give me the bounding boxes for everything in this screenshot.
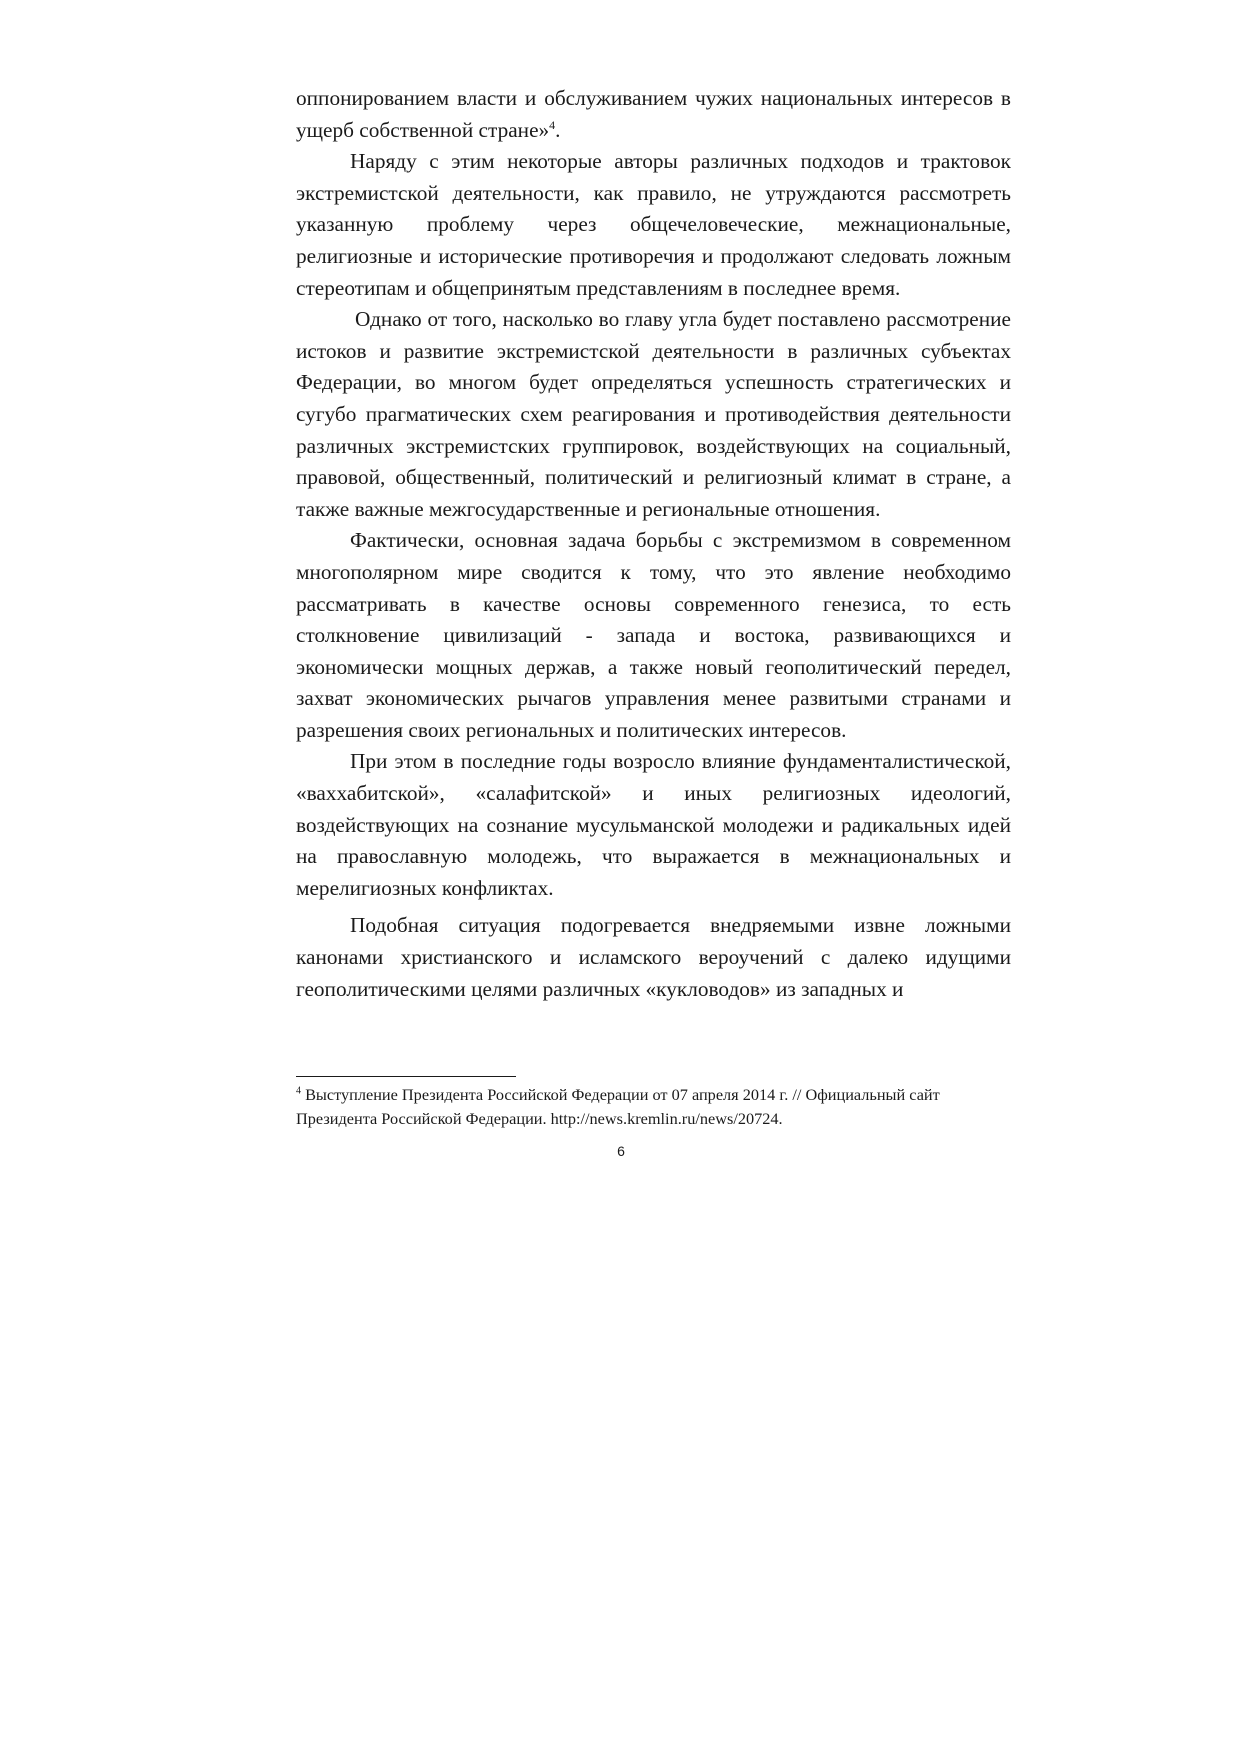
paragraph-1 — [296, 83, 1011, 146]
page-number: 6 — [617, 1143, 625, 1159]
footnote-number: 4 — [296, 1085, 301, 1097]
paragraph-1-period: . — [555, 117, 561, 142]
footnote — [296, 1083, 1011, 1131]
paragraph-3: Однако от того, насколько во главу угла будет поставлено рассмотрение истоков и развитие экстремистской деятельности в различных субъектах Федерации, во многом будет определяться успешность стратегических и сугубо прагматических схем реагирования и противодействия деятельности различных экстремистских группировок, воздействующих на социальный, правовой, общественный, политический и религиозный климат в стране, а также важные межгосударственные и региональные отношения. — [296, 307, 1011, 521]
footnote-text: Выступление Президента Российской Федерации от 07 апреля 2014 г. // Официальный сайт Президента Российской Федерации. http://news.kremlin.ru/news/20724. — [296, 1085, 940, 1128]
paragraph-2: Наряду с этим некоторые авторы различных подходов и трактовок экстремистской деятельности, как правило, не утруждаются рассмотреть указанную проблему через общечеловеческие, межнациональные, религиозные и исторические противоречия и продолжают следовать ложным стереотипам и общепринятым представлениям в последнее время. — [296, 149, 1011, 300]
footnote-separator — [296, 1076, 516, 1077]
footnote-reference: 4 — [549, 117, 556, 132]
paragraph-6: Подобная ситуация подогревается внедряемыми извне ложными канонами христианского и исламского вероучений с далеко идущими геополитическими целями различных «кукловодов» из западных и — [296, 913, 1011, 1001]
paragraph-5: При этом в последние годы возросло влияние фундаменталистической, «ваххабитской», «салафитской» и иных религиозных идеологий, воздействующих на сознание мусульманской молодежи и радикальных идей на православную молодежь, что выражается в межнациональных и мерелигиозных конфликтах. — [296, 749, 1011, 900]
main-text — [296, 83, 1011, 1005]
paragraph-4: Фактически, основная задача борьбы с экстремизмом в современном многополярном мире сводится к тому, что это явление необходимо рассматривать в качестве основы современного генезиса, то есть столкновение цивилизаций - запада и востока, развивающихся и экономически мощных держав, а также новый геополитический передел, захват экономических рычагов управления менее развитыми странами и разрешения своих региональных и политических интересов. — [296, 528, 1011, 742]
paragraph-1-text: оппонированием власти и обслуживанием чужих национальных интересов в ущерб собственной стране» — [296, 86, 1011, 142]
